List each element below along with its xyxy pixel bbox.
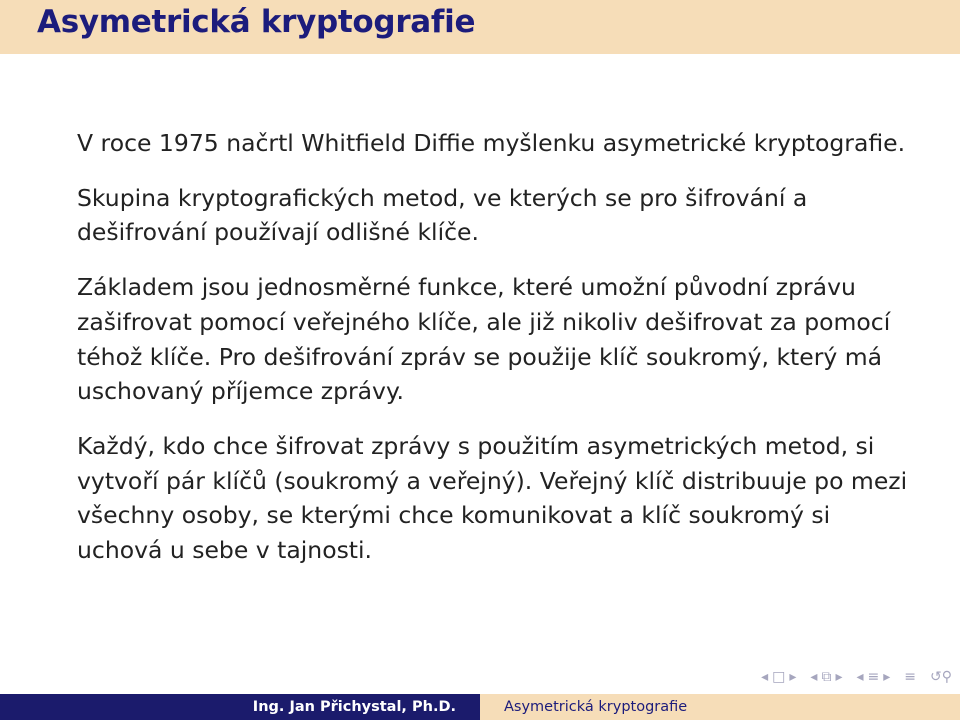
paragraph-3: Základem jsou jednosměrné funkce, které umožní původní zprávu zašifrovat pomocí veřejného klíče, ale již nikoliv dešifrovat za pomocí téhož klíče. Pro dešifrování zpráv se použije klíč soukromý, který má uschovaný příjemce zprávy. [77, 273, 891, 406]
section-icon[interactable]: ≡ [867, 669, 880, 685]
subsection-prev-icon[interactable]: ◂ [810, 669, 818, 685]
title-bar [0, 0, 960, 54]
navigation-bar [749, 667, 954, 687]
frame-prev-icon[interactable]: ◂ [761, 669, 769, 685]
slide-content [77, 126, 917, 588]
frame-next-icon[interactable]: ▸ [789, 669, 797, 685]
frame-icon[interactable]: □ [772, 669, 786, 685]
footer-short-title: Asymetrická kryptografie [480, 694, 960, 720]
section-next-icon[interactable]: ▸ [883, 669, 891, 685]
subsection-next-icon[interactable]: ▸ [835, 669, 843, 685]
paragraph-1: V roce 1975 načrtl Whitfield Diffie myšlenku asymetrické kryptografie. [77, 129, 906, 157]
search-icon[interactable]: ↺⚲ [930, 669, 952, 685]
toc-icon[interactable]: ≡ [904, 669, 917, 685]
search-nav [928, 667, 954, 687]
section-nav [854, 667, 892, 687]
frame-nav [759, 667, 798, 687]
paragraph-4: Každý, kdo chce šifrovat zprávy s použitím asymetrických metod, si vytvoří pár klíčů (soukromý a veřejný). Veřejný klíč distribuuje po mezi všechny osoby, se kterými chce komunikovat a klíč soukromý si uchová u sebe v tajnosti. [77, 431, 908, 565]
subsection-icon[interactable]: ⧉ [821, 669, 832, 685]
toc-nav [902, 667, 918, 687]
section-prev-icon[interactable]: ◂ [856, 669, 864, 685]
paragraph-2: Skupina kryptografických metod, ve kterých se pro šifrování a dešifrování používají odlišné klíče. [77, 183, 808, 247]
slide-title: Asymetrická kryptografie [37, 4, 476, 40]
footer-author: Ing. Jan Přichystal, Ph.D. [0, 694, 480, 720]
subsection-nav [808, 667, 844, 687]
footer [0, 694, 960, 720]
